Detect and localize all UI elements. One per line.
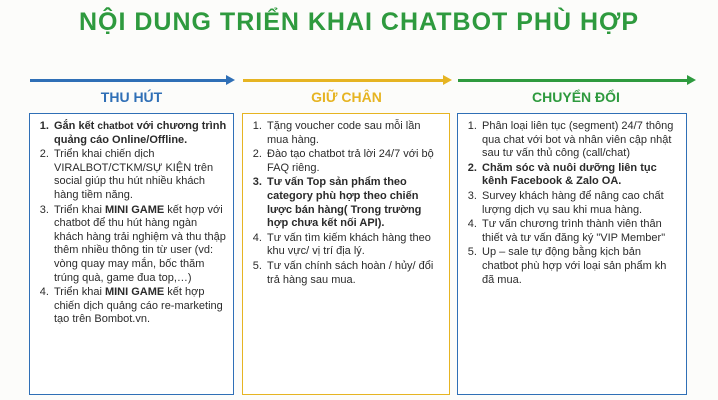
item-list bbox=[458, 114, 686, 287]
list-item: 3. Survey khách hàng để nâng cao chất lượng dịch vụ sau khi mua hàng. bbox=[480, 190, 680, 217]
column-heading: GIỮ CHÂN bbox=[311, 89, 382, 105]
column-header-giu-chan bbox=[243, 72, 450, 112]
list-item: 5. Up – sale tự động bằng kịch bản chatbot phù hợp với loại sản phẩm kh đã mua. bbox=[480, 246, 680, 287]
list-item: 1. Phân loại liên tục (segment) 24/7 thông qua chat với bot và nhân viên cập nhật sau tư vấn thủ công (call/chat) bbox=[480, 120, 680, 161]
list-item: 2. Triển khai chiến dịch VIRALBOT/CTKM/SỰ KIỆN trên social giúp thu hút nhiều khách hàng tiềm năng. bbox=[52, 148, 227, 202]
column-heading: THU HÚT bbox=[100, 89, 163, 105]
item-list bbox=[30, 114, 233, 327]
arrow-right-icon bbox=[243, 79, 444, 82]
item-list bbox=[243, 114, 449, 287]
list-item: 2. Đào tạo chatbot trả lời 24/7 với bộ FAQ riêng. bbox=[265, 148, 443, 175]
content-box-thu-hut bbox=[29, 113, 234, 395]
list-item: 5. Tư vấn chính sách hoàn / hủy/ đổi trả hàng sau mua. bbox=[265, 260, 443, 287]
column-heading: CHUYỂN ĐỔI bbox=[532, 89, 620, 105]
list-item: 4. Triển khai MINI GAME kết hợp chiến dịch quảng cáo re-marketing tạo trên Bombot.vn. bbox=[52, 286, 227, 327]
list-item: 2. Chăm sóc và nuôi dưỡng liên tục kênh Facebook & Zalo OA. bbox=[480, 162, 680, 189]
list-item: 1. Gắn kết chatbot với chương trình quảng cáo Online/Offline. bbox=[52, 120, 227, 147]
list-item: 3. Triển khai MINI GAME kết hợp với chatbot để thu hút hàng ngàn khách hàng trải nghiệm và thu thập thêm nhiều thông tin từ user (vd: vòng quay may mắn, bốc thăm trúng quà, game đua top,…) bbox=[52, 204, 227, 286]
content-box-giu-chan bbox=[242, 113, 450, 395]
page-title: NỘI DUNG TRIỂN KHAI CHATBOT PHÙ HỢP bbox=[78, 8, 640, 36]
column-header-thu-hut bbox=[30, 72, 233, 112]
arrow-right-icon bbox=[458, 79, 688, 82]
list-item: 3. Tư vấn Top sản phẩm theo category phù hợp theo chiến lược bán hàng( Trong trường hợp chưa kết nối API). bbox=[265, 176, 443, 230]
list-item: 4. Tư vấn tìm kiếm khách hàng theo khu vực/ vị trí địa lý. bbox=[265, 232, 443, 259]
column-header-chuyen-doi bbox=[458, 72, 694, 112]
content-box-chuyen-doi bbox=[457, 113, 687, 395]
list-item: 4. Tư vấn chương trình thành viên thân thiết và tư vấn đăng ký "VIP Member" bbox=[480, 218, 680, 245]
list-item: 1. Tặng voucher code sau mỗi lần mua hàng. bbox=[265, 120, 443, 147]
arrow-right-icon bbox=[30, 79, 227, 82]
